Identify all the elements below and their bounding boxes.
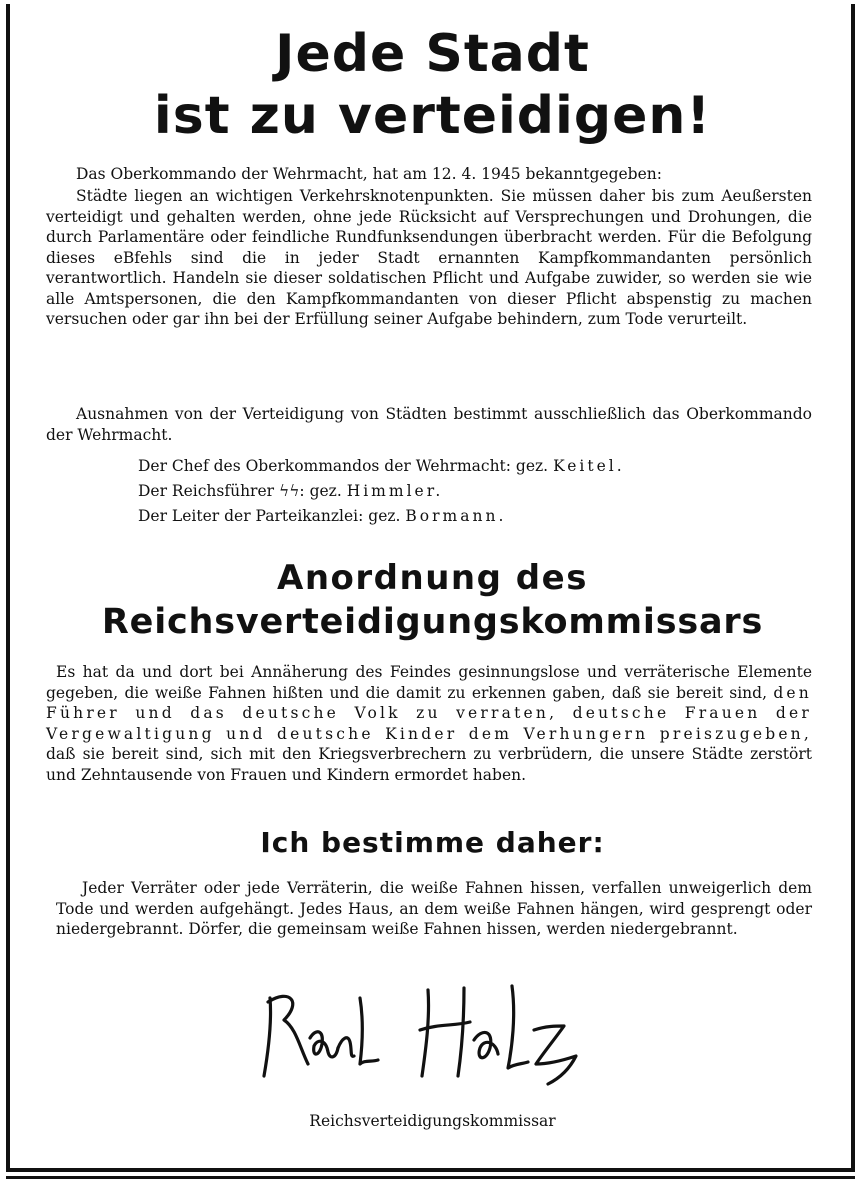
order-title-line-1: Anordnung des [277, 558, 588, 598]
headline-line-1: Jede Stadt [275, 24, 590, 84]
signatory-role: Der Chef des Oberkommandos der Wehrmacht: gez. [138, 457, 549, 475]
signatory-line [138, 506, 778, 527]
okw-paragraph-2: Ausnahmen von der Verteidigung von Städten bestimmt ausschließlich das Oberkommando der Wehrmacht. [46, 405, 812, 444]
order-paragraph-end: daß sie bereit sind, sich mit den Kriegsverbrechern zu verbrüdern, die unsere Städte zerstört und Zehntausende von Frauen und Kindern ermordet haben. [46, 745, 812, 784]
order-title-line-2: Reichsverteidigungskommissars [101, 602, 764, 642]
order-paragraph [46, 662, 812, 785]
okw-paragraph-1: Städte liegen an wichtigen Verkehrsknotenpunkten. Sie müssen daher bis zum Aeußersten verteidigt und gehalten werden, ohne jede Rücksicht auf Versprechungen und Drohungen, die durch Parlamentäre oder feindliche Rundfunksendungen überbracht werden. Für die Befolgung dieses eBfehls sind die in jeder Stadt ernannten Kampfkommandanten persönlich verantwortlich. Handeln sie dieser soldatischen Pflicht und Aufgabe zuwider, so werden sie wie alle Amtspersonen, die den Kampfkommandanten von dieser Pflicht abspenstig zu machen versuchen oder gar ihn bei der Erfüllung seiner Aufgabe behindern, zum Tode verurteilt. [46, 187, 812, 328]
bottom-rule [6, 1176, 855, 1179]
signatory-name: Keitel. [553, 457, 625, 475]
order-paragraph-start: Es hat da und dort bei Annäherung des Feindes gesinnungslose und verräterische Elemente gegeben, die weiße Fahnen hißten und die damit zu erkennen gaben, daß sie bereit sind, [46, 663, 812, 702]
headline-line-2: ist zu verteidigen! [153, 86, 712, 146]
decree-paragraph: Jeder Verräter oder jede Verräterin, die weiße Fahnen hissen, verfallen unweigerlich dem Tode und werden aufgehängt. Jedes Haus, an dem weiße Fahnen hängen, wird gesprengt oder niedergebrannt. Dörfer, die gemeinsam weiße Fahnen hissen, werden niedergebrannt. [56, 879, 812, 938]
signatory-name: Himmler. [346, 482, 444, 500]
signatory-name: Bormann. [405, 507, 507, 525]
signatory-title: Reichsverteidigungskommissar [309, 1112, 556, 1130]
decree-heading: Ich bestimme daher: [260, 826, 605, 859]
okw-lead: Das Oberkommando der Wehrmacht, hat am 12. 4. 1945 bekanntgegeben: [76, 165, 662, 183]
order-paragraph-spaced: den Führer und das deutsche Volk zu verraten, deutsche Frauen der Vergewaltigung und deutsche Kinder dem Verhungern preiszugeben, [46, 683, 812, 743]
signatory-role: Der Leiter der Parteikanzlei: gez. [138, 507, 401, 525]
signatory-line [138, 456, 778, 477]
signatory-line [138, 481, 778, 502]
handwritten-signature [250, 968, 610, 1088]
signatory-role: Der Reichsführer ϟϟ: gez. [138, 482, 342, 500]
